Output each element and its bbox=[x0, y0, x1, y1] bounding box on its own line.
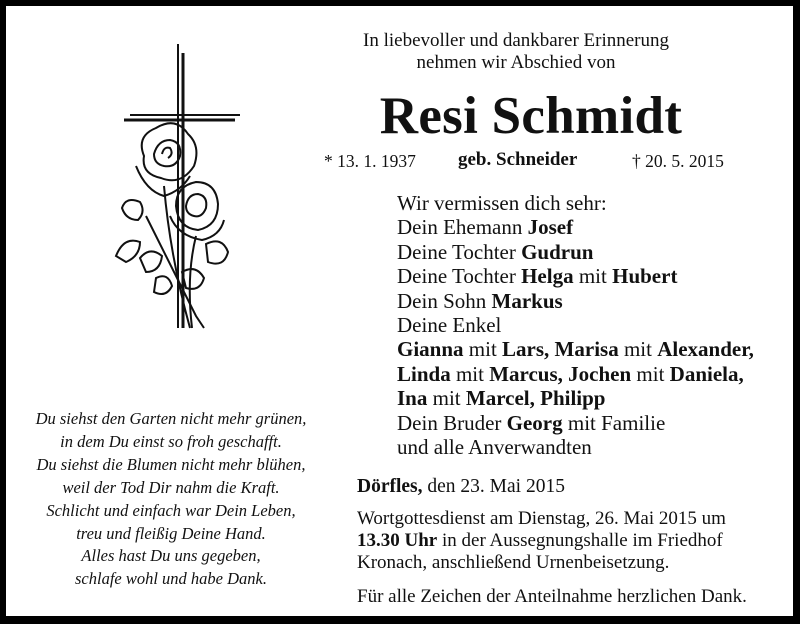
poem-line: treu und fleißig Deine Hand. bbox=[76, 523, 266, 543]
death-date: † 20. 5. 2015 bbox=[632, 151, 724, 171]
service-line-1: Wortgottesdienst am Dienstag, 26. Mai 2015 um bbox=[357, 508, 726, 529]
poem-line: schlafe wohl und habe Dank. bbox=[74, 569, 267, 589]
obituary-card bbox=[6, 6, 793, 616]
family-member-name: Helga bbox=[521, 264, 574, 289]
family-line bbox=[397, 386, 754, 410]
family-line bbox=[397, 191, 754, 215]
family-text: mit bbox=[450, 361, 490, 386]
notice-date: den 23. Mai 2015 bbox=[422, 476, 565, 497]
family-text: Deine Tochter bbox=[397, 239, 522, 264]
family-member-name: Gianna bbox=[397, 337, 464, 362]
family-text: Deine Tochter bbox=[397, 264, 522, 289]
family-line bbox=[397, 289, 754, 313]
maiden-name: geb. Schneider bbox=[458, 149, 578, 170]
intro-line-1: In liebevoller und dankbarer Erinnerung bbox=[363, 30, 669, 51]
family-line bbox=[397, 240, 754, 264]
family-member-name: Gudrun bbox=[521, 239, 594, 264]
family-text: mit bbox=[573, 264, 613, 289]
poem-line: weil der Tod Dir nahm die Kraft. bbox=[62, 477, 280, 497]
family-line bbox=[397, 215, 754, 239]
poem-line: Alles hast Du uns gegeben, bbox=[81, 546, 261, 566]
service-location: in der Aussegnungshalle im Friedhof bbox=[437, 530, 723, 551]
family-member-name: Marcel, Philipp bbox=[465, 386, 606, 411]
family-text: Deine Enkel bbox=[397, 313, 502, 338]
family-member-name: Linda bbox=[397, 361, 451, 386]
family-text: mit bbox=[463, 337, 503, 362]
service-line-2 bbox=[357, 530, 726, 552]
birth-date: * 13. 1. 1937 bbox=[324, 151, 416, 171]
family-text: mit bbox=[427, 386, 466, 411]
poem-line: Du siehst den Garten nicht mehr grünen, bbox=[35, 409, 307, 428]
family-line bbox=[397, 411, 754, 435]
family-text: Wir vermissen dich sehr: bbox=[397, 191, 607, 215]
intro-line-2: nehmen wir Abschied von bbox=[416, 52, 616, 73]
cross-with-roses-icon bbox=[106, 36, 256, 336]
family-line bbox=[397, 362, 754, 386]
place-date bbox=[357, 476, 565, 498]
family-line bbox=[397, 435, 754, 459]
family-text: mit bbox=[618, 337, 658, 362]
family-line bbox=[397, 313, 754, 337]
family-list bbox=[397, 191, 754, 459]
poem-line: Schlicht und einfach war Dein Leben, bbox=[46, 500, 296, 520]
family-member-name: Marcus, Jochen bbox=[489, 361, 632, 386]
poem bbox=[16, 408, 326, 591]
family-text: mit bbox=[631, 361, 670, 386]
family-member-name: Hubert bbox=[612, 264, 678, 289]
family-member-name: Markus bbox=[491, 288, 563, 313]
deceased-name: Resi Schmidt bbox=[379, 87, 683, 145]
service-info bbox=[357, 508, 726, 574]
family-text: Dein Bruder bbox=[397, 410, 507, 435]
family-member-name: Ina bbox=[397, 386, 428, 411]
family-line bbox=[397, 337, 754, 361]
family-text: und alle Anverwandten bbox=[397, 435, 592, 460]
family-line bbox=[397, 264, 754, 288]
thanks-line: Für alle Zeichen der Anteilnahme herzlichen Dank. bbox=[357, 586, 747, 607]
service-line-3: Kronach, anschließend Urnenbeisetzung. bbox=[357, 552, 670, 573]
family-member-name: Alexander, bbox=[657, 337, 754, 362]
poem-line: in dem Du einst so froh geschafft. bbox=[60, 431, 282, 451]
family-text: Dein Sohn bbox=[397, 288, 492, 313]
place-town: Dörfles, bbox=[357, 476, 423, 497]
family-text: Dein Ehemann bbox=[397, 215, 528, 240]
family-text: mit Familie bbox=[562, 410, 666, 435]
poem-line: Du siehst die Blumen nicht mehr blühen, bbox=[36, 454, 306, 474]
service-time: 13.30 Uhr bbox=[357, 530, 438, 551]
family-member-name: Daniela, bbox=[669, 361, 744, 386]
family-member-name: Lars, Marisa bbox=[502, 337, 619, 362]
family-member-name: Josef bbox=[527, 215, 574, 240]
family-member-name: Georg bbox=[506, 410, 563, 435]
